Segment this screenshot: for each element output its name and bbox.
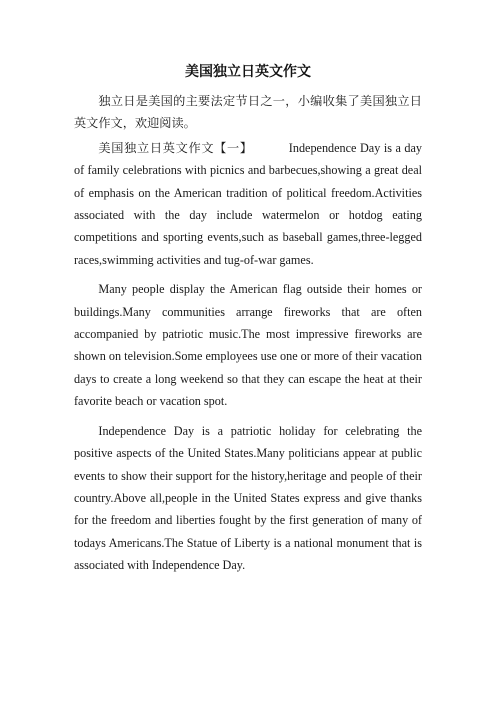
- paragraph-1-text: Independence Day is a day of family celebrations with picnics and barbecues,showing a great deal of emphasis on the American tradition of political freedom.Activities associated with the day include watermelon or hotdog eating competitions and sporting events,such as baseball games,three-legged races,swimming activities and tug-of-war games.: [74, 140, 423, 267]
- section-heading: 美国独立日英文作文【一】: [98, 140, 253, 155]
- document-body: [74, 62, 422, 584]
- paragraph-1: [74, 137, 422, 271]
- page-title: 美国独立日英文作文: [185, 64, 311, 80]
- paragraph-2: Many people display the American flag outside their homes or buildings.Many communities arrange fireworks that are often accompanied by patriotic music.The most impressive fireworks are shown on television.Some employees use one or more of their vacation days to create a long weekend so that they can escape the heat at their favorite beach or vacation spot.: [74, 282, 422, 409]
- intro-paragraph: 独立日是美国的主要法定节日之一，小编收集了美国独立日英文作文，欢迎阅读。: [74, 94, 422, 131]
- paragraph-3: Independence Day is a patriotic holiday for celebrating the positive aspects of the United States.Many politicians appear at public events to show their support for the history,heritage and people of their country.Above all,people in the United States express and give thanks for the freedom and liberties fought by the first generation of many of todays Americans.The Statue of Liberty is a national monument that is associated with Independence Day.: [74, 423, 422, 573]
